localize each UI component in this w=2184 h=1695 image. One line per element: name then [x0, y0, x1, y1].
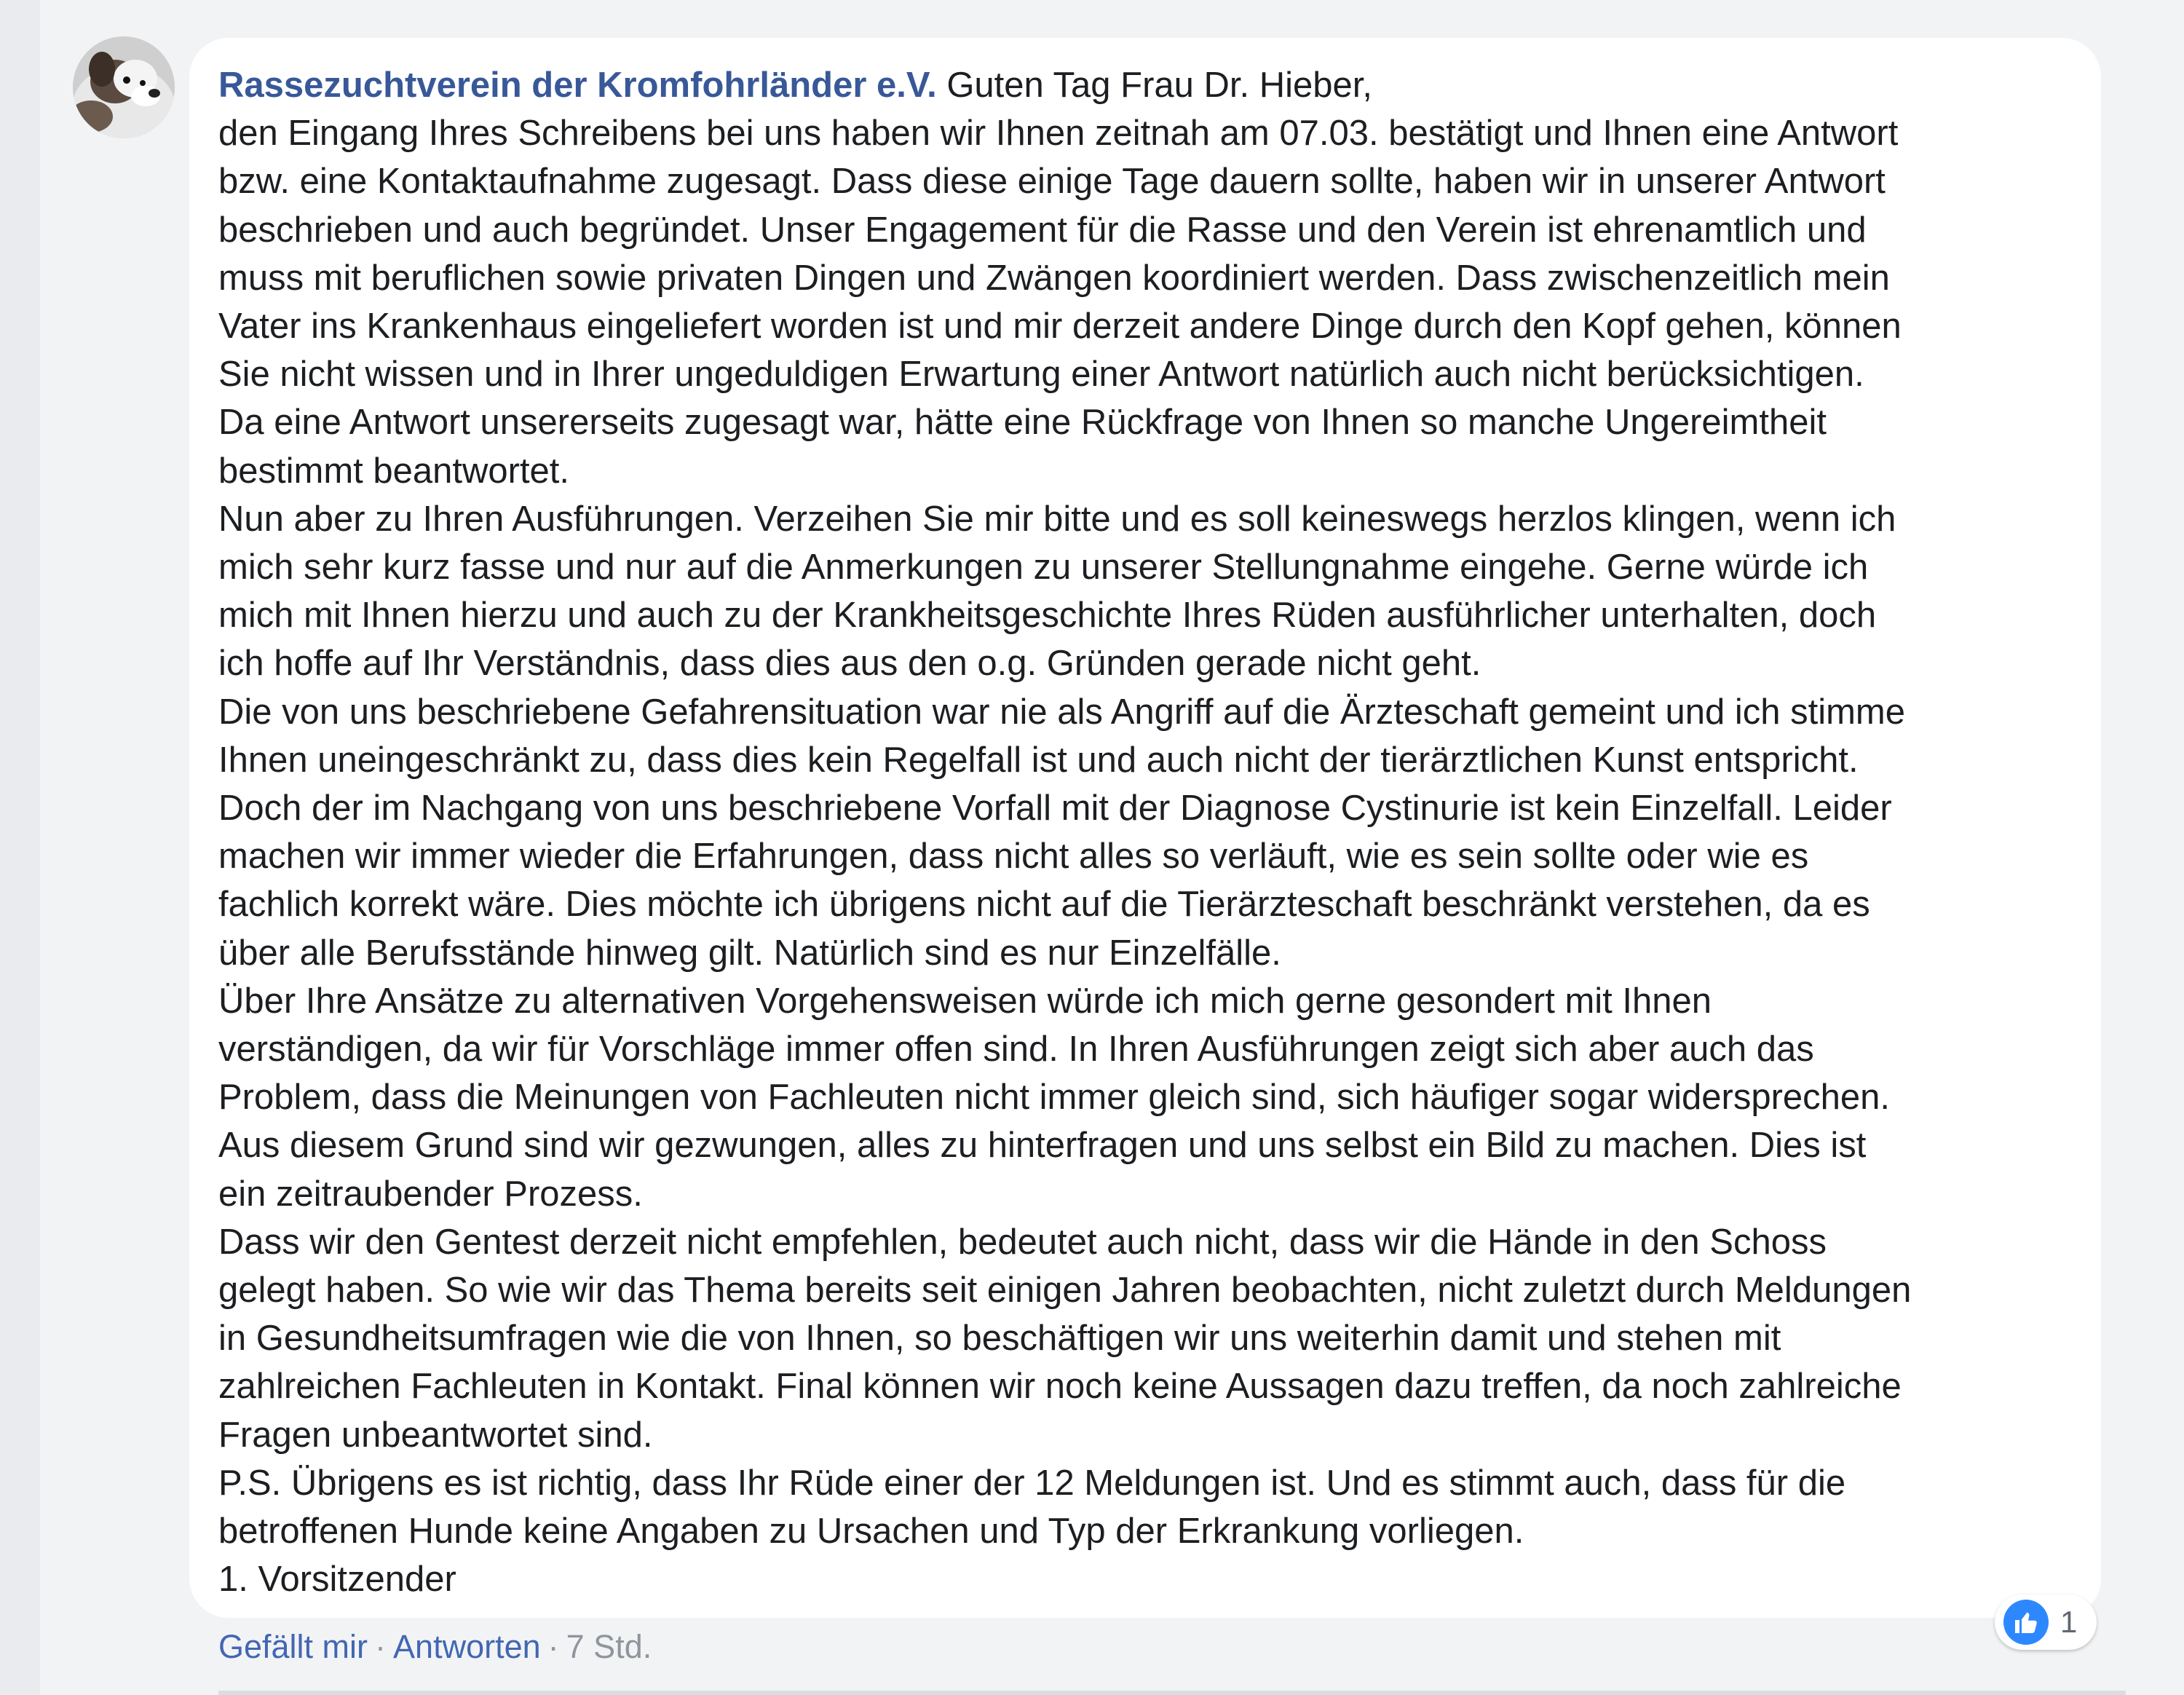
reaction-count: 1: [2060, 1605, 2078, 1639]
separator: ·: [547, 1628, 559, 1665]
timestamp[interactable]: 7 Std.: [566, 1628, 652, 1665]
page-left-edge: [0, 0, 40, 1695]
dog-avatar-icon: [73, 36, 175, 138]
reaction-summary[interactable]: [1995, 1595, 2097, 1650]
divider: [218, 1691, 2126, 1695]
comment-text: [218, 61, 2072, 1604]
separator: ·: [375, 1628, 387, 1665]
like-link[interactable]: Gefällt mir: [218, 1628, 368, 1665]
avatar[interactable]: [73, 36, 175, 138]
reply-link[interactable]: Antworten: [393, 1628, 541, 1665]
thumbs-up-icon: [2003, 1600, 2049, 1645]
author-name-link[interactable]: Rassezuchtverein der Kromfohrländer e.V.: [218, 66, 937, 105]
comment-actions: [218, 1625, 652, 1669]
comment-body: Guten Tag Frau Dr. Hieber, den Eingang Ihres Schreibens bei uns haben wir Ihnen zeitnah am 07.03. bestätigt und Ihnen eine Antwort bzw. eine Kontaktaufnahme zugesagt. Dass diese einige Tage dauern sollte, haben wir in unserer Antwort beschrieben und auch begründet. Unser Engagement für die Rasse und den Verein ist ehrenamtlich und muss mit beruflichen sowie privaten Dingen und Zwängen koordiniert werden. Dass zwischenzeitlich mein Vater ins Krankenhaus eingeliefert worden ist und mir derzeit andere Dinge durch den Kopf gehen, können Sie nicht wissen und in Ihrer ungeduldigen Erwartung einer Antwort natürlich auch nicht berücksichtigen. Da eine Antwort unsererseits zugesagt war, hätte eine Rückfrage von Ihnen so manche Ungereimtheit bestimmt beantwortet. Nun aber zu Ihren Ausführungen. Verzeihen Sie mir bitte und es soll keineswegs herzlos klingen, wenn ich mich sehr kurz fasse und nur auf die Anmerkungen zu unserer Stellungnahme eingehe. Gerne würde ich mich mit Ihnen hierzu und auch zu der Krankheitsgeschichte Ihres Rüden ausführlicher unterhalten, doch ich hoffe auf Ihr Verständnis, dass dies aus den o.g. Gründen gerade nicht geht. Die von uns beschriebene Gefahrensituation war nie als Angriff auf die Ärzteschaft gemeint und ich stimme Ihnen uneingeschränkt zu, dass dies kein Regelfall ist und auch nicht der tierärztlichen Kunst entspricht. Doch der im Nachgang von uns beschriebene Vorfall mit der Diagnose Cystinurie ist kein Einzelfall. Leider machen wir immer wieder die Erfahrungen, dass nicht alles so verläuft, wie es sein sollte oder wie es fachlich korrekt wäre. Dies möchte ich übrigens nicht auf die Tierärzteschaft beschränkt verstehen, da es über alle Berufsstände hinweg gilt. Natürlich sind es nur Einzelfälle. Über Ihre Ansätze zu alternativen Vorgehensweisen würde ich mich gerne gesondert mit Ihnen verständigen, da wir für Vorschläge immer offen sind. In Ihren Ausführungen zeigt sich aber auch das Problem, dass die Meinungen von Fachleuten nicht immer gleich sind, sich häufiger sogar widersprechen. Aus diesem Grund sind wir gezwungen, alles zu hinterfragen und uns selbst ein Bild zu machen. Dies ist ein zeitraubender Prozess. Dass wir den Gentest derzeit nicht empfehlen, bedeutet auch nicht, dass wir die Hände in den Schoss gelegt haben. So wie wir das Thema bereits seit einigen Jahren beobachten, nicht zuletzt durch Meldungen in Gesundheitsumfragen wie die von Ihnen, so beschäftigen wir uns weiterhin damit und stehen mit zahlreichen Fachleuten in Kontakt. Final können wir noch keine Aussagen dazu treffen, da noch zahlreiche Fragen unbeantwortet sind. P.S. Übrigens es ist richtig, dass Ihr Rüde einer der 12 Meldungen ist. Und es stimmt auch, dass für die betroffenen Hunde keine Angaben zu Ursachen und Typ der Erkrankung vorliegen. 1. Vorsitzender: [218, 66, 1912, 1600]
comment-bubble: [189, 38, 2101, 1618]
